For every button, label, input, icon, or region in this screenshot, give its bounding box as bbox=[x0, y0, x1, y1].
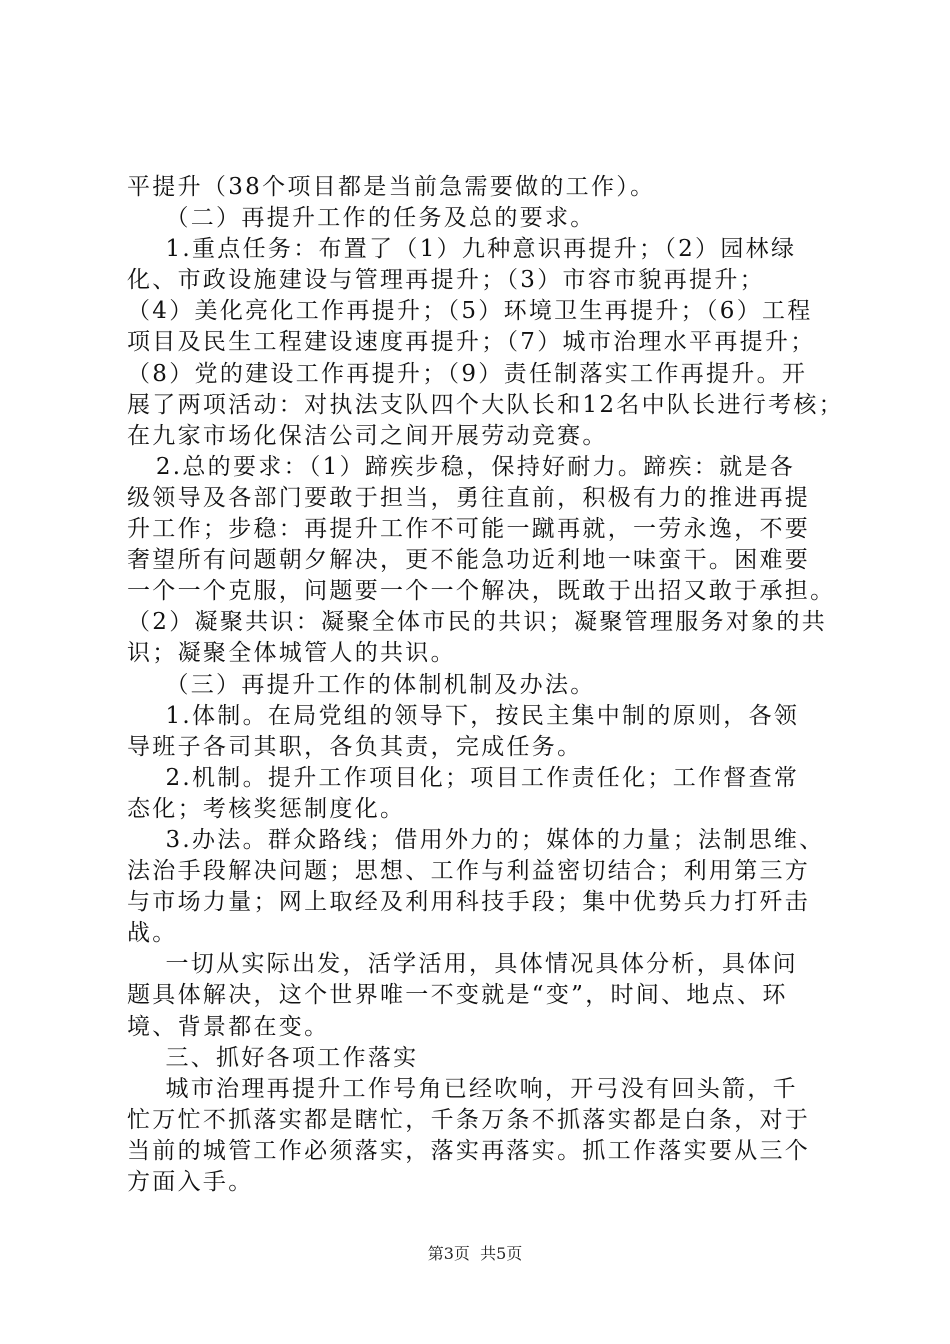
text-line: 战。 bbox=[127, 920, 178, 947]
text-line: 级领导及各部门要敢于担当，勇往直前，积极有力的推进再提 bbox=[127, 484, 811, 511]
text-line: 2.机制。提升工作项目化；项目工作责任化；工作督查常 bbox=[127, 764, 800, 791]
page-footer: 第3页 共5页 bbox=[427, 1244, 523, 1263]
text-line: 2.总的要求：（1）蹄疾步稳，保持好耐力。蹄疾：就是各 bbox=[127, 453, 796, 480]
text-line: 化、市政设施建设与管理再提升；（3）市容市貌再提升； bbox=[127, 267, 765, 294]
text-line: 境、背景都在变。 bbox=[127, 1013, 330, 1040]
text-line: 展了两项活动：对执法支队四个大队长和12名中队长进行考核； bbox=[127, 391, 844, 418]
text-line: 导班子各司其职，各负其责，完成任务。 bbox=[127, 733, 583, 760]
section-heading: （三）再提升工作的体制机制及办法。 bbox=[127, 671, 596, 698]
text-line: 一切从实际出发，活学活用，具体情况具体分析，具体问 bbox=[127, 951, 798, 978]
text-line: 奢望所有问题朝夕解决，更不能急功近利地一味蛮干。困难要 bbox=[127, 547, 811, 574]
text-line: 识；凝聚全体城管人的共识。 bbox=[127, 640, 456, 667]
text-line: 1.体制。在局党组的领导下，按民主集中制的原则，各领 bbox=[127, 702, 800, 729]
text-line: （8）党的建设工作再提升；（9）责任制落实工作再提升。开 bbox=[127, 360, 808, 387]
text-line: 与市场力量；网上取经及利用科技手段；集中优势兵力打歼击 bbox=[127, 889, 811, 916]
section-heading: （二）再提升工作的任务及总的要求。 bbox=[127, 205, 596, 232]
text-line: 升工作；步稳：再提升工作不可能一蹴再就，一劳永逸，不要 bbox=[127, 516, 811, 543]
text-line: 忙万忙不抓落实都是瞎忙，千条万条不抓落实都是白条，对于 bbox=[127, 1106, 811, 1133]
text-line: 3.办法。群众路线；借用外力的；媒体的力量；法制思维、 bbox=[127, 826, 825, 853]
text-line: 态化；考核奖惩制度化。 bbox=[127, 795, 406, 822]
text-line: 当前的城管工作必须落实，落实再落实。抓工作落实要从三个 bbox=[127, 1137, 811, 1164]
text-line: 一个一个克服，问题要一个一个解决，既敢于出招又敢于承担。 bbox=[127, 578, 836, 605]
text-line: （2）凝聚共识：凝聚全体市民的共识；凝聚管理服务对象的共 bbox=[127, 609, 828, 636]
text-line: 法治手段解决问题；思想、工作与利益密切结合；利用第三方 bbox=[127, 858, 811, 885]
text-line: 城市治理再提升工作号角已经吹响，开弓没有回头箭，千 bbox=[127, 1075, 798, 1102]
body-text bbox=[127, 172, 844, 1198]
text-line: 平提升（38个项目都是当前急需要做的工作）。 bbox=[127, 174, 656, 200]
text-line: 题具体解决，这个世界唯一不变就是“变”，时间、地点、环 bbox=[127, 982, 788, 1009]
text-line: 在九家市场化保洁公司之间开展劳动竞赛。 bbox=[127, 422, 608, 449]
text-line: 项目及民生工程建设速度再提升；（7）城市治理水平再提升； bbox=[127, 329, 816, 356]
text-line: （4）美化亮化工作再提升；（5）环境卫生再提升；（6）工程 bbox=[127, 298, 813, 325]
text-line: 1.重点任务：布置了（1）九种意识再提升；（2）园林绿 bbox=[127, 236, 797, 263]
section-heading: 三、抓好各项工作落实 bbox=[127, 1044, 419, 1071]
text-line: 方面入手。 bbox=[127, 1169, 254, 1195]
